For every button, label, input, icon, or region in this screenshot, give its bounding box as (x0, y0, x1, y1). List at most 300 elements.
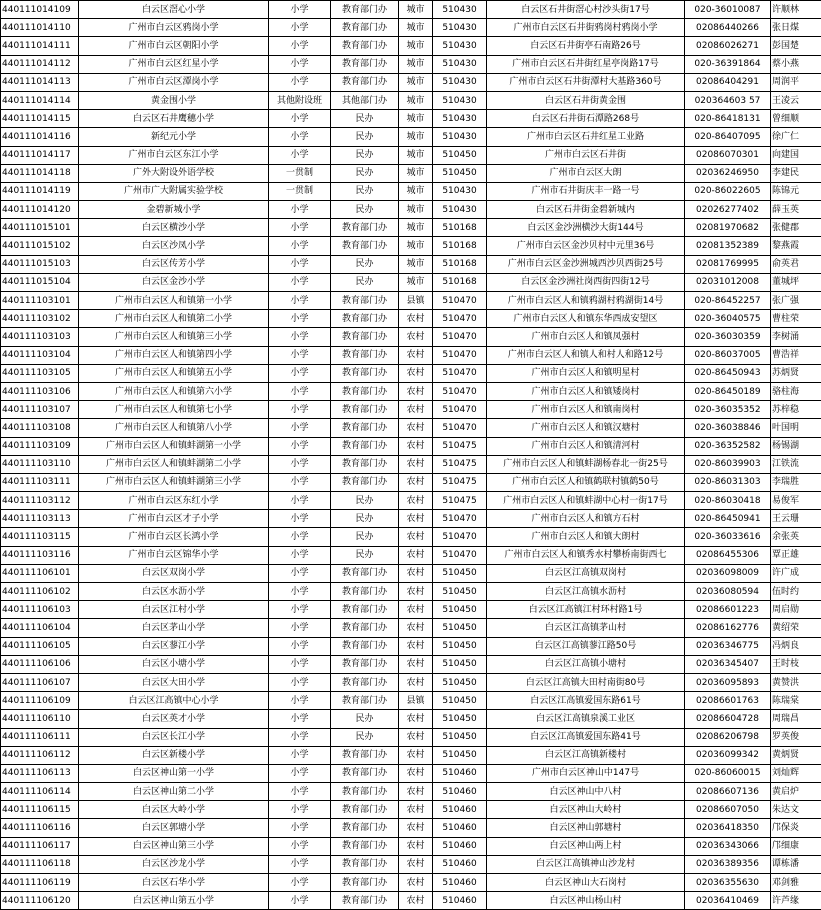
contact-cell: 张日煤 (771, 19, 821, 37)
school-code-cell: 440111103110 (1, 455, 79, 473)
postcode-cell: 510460 (433, 892, 487, 910)
school-type-cell: 小学 (269, 146, 331, 164)
organizer-cell: 教育部门办 (331, 437, 399, 455)
school-code-cell: 440111014109 (1, 1, 79, 19)
school-code-cell: 440111014112 (1, 55, 79, 73)
organizer-cell: 民办 (331, 546, 399, 564)
postcode-cell: 510460 (433, 783, 487, 801)
address-cell: 广州市白云区石井红星工业路 (487, 128, 685, 146)
table-row (1, 801, 821, 819)
table-row (1, 37, 821, 55)
phone-cell: 02086455306 (685, 546, 771, 564)
contact-cell: 王云珊 (771, 510, 821, 528)
organizer-cell: 教育部门办 (331, 637, 399, 655)
contact-cell: 罗英俊 (771, 728, 821, 746)
table-body (1, 1, 821, 910)
phone-cell: 02081352389 (685, 237, 771, 255)
table-row (1, 328, 821, 346)
organizer-cell: 民办 (331, 510, 399, 528)
table-row (1, 583, 821, 601)
area-cell: 农村 (399, 601, 433, 619)
table-row (1, 437, 821, 455)
contact-cell: 张健郡 (771, 219, 821, 237)
school-code-cell: 440111014116 (1, 128, 79, 146)
school-name-cell: 白云区沙凤小学 (79, 237, 269, 255)
school-name-cell: 白云区神山第二小学 (79, 783, 269, 801)
address-cell: 白云区江高镇蓼江路50号 (487, 637, 685, 655)
phone-cell: 020-36038846 (685, 419, 771, 437)
address-cell: 白云区神山中八村 (487, 783, 685, 801)
table-row (1, 364, 821, 382)
organizer-cell: 教育部门办 (331, 419, 399, 437)
contact-cell: 黄启炉 (771, 783, 821, 801)
contact-cell: 陈瑞棠 (771, 692, 821, 710)
phone-cell: 020-36033616 (685, 528, 771, 546)
phone-cell: 02086026271 (685, 37, 771, 55)
table-row (1, 401, 821, 419)
phone-cell: 02086601223 (685, 601, 771, 619)
address-cell: 白云区江高镇双岗村 (487, 564, 685, 582)
table-row (1, 874, 821, 892)
address-cell: 广州市白云区人和镇人和村人和路12号 (487, 346, 685, 364)
phone-cell: 02081970682 (685, 219, 771, 237)
school-type-cell: 小学 (269, 19, 331, 37)
organizer-cell: 教育部门办 (331, 455, 399, 473)
table-row (1, 673, 821, 691)
school-type-cell: 其他附设班 (269, 91, 331, 109)
school-type-cell: 小学 (269, 55, 331, 73)
school-code-cell: 440111014120 (1, 201, 79, 219)
address-cell: 白云区石井街石潭路268号 (487, 110, 685, 128)
contact-cell: 周润平 (771, 73, 821, 91)
phone-cell: 02036346775 (685, 637, 771, 655)
organizer-cell: 民办 (331, 146, 399, 164)
area-cell: 农村 (399, 874, 433, 892)
school-name-cell: 广州市白云区人和镇第二小学 (79, 310, 269, 328)
phone-cell: 02086601763 (685, 692, 771, 710)
table-row (1, 237, 821, 255)
school-code-cell: 440111103115 (1, 528, 79, 546)
school-name-cell: 白云区金沙小学 (79, 273, 269, 291)
school-name-cell: 广州市白云区鸦岗小学 (79, 19, 269, 37)
area-cell: 城市 (399, 146, 433, 164)
organizer-cell: 民办 (331, 528, 399, 546)
contact-cell: 杨锡湖 (771, 437, 821, 455)
school-name-cell: 广州市白云区锦华小学 (79, 546, 269, 564)
area-cell: 农村 (399, 401, 433, 419)
phone-cell: 02036343066 (685, 837, 771, 855)
table-row (1, 73, 821, 91)
school-name-cell: 白云区长江小学 (79, 728, 269, 746)
contact-cell: 冯炳良 (771, 637, 821, 655)
phone-cell: 02036246950 (685, 164, 771, 182)
contact-cell: 徐广仁 (771, 128, 821, 146)
school-type-cell: 小学 (269, 746, 331, 764)
school-type-cell: 小学 (269, 492, 331, 510)
postcode-cell: 510450 (433, 564, 487, 582)
phone-cell: 02036410469 (685, 892, 771, 910)
phone-cell: 02036345407 (685, 655, 771, 673)
school-code-cell: 440111103103 (1, 328, 79, 346)
postcode-cell: 510430 (433, 73, 487, 91)
school-name-cell: 广州市白云区人和镇蚌湖第三小学 (79, 473, 269, 491)
contact-cell: 曾细顺 (771, 110, 821, 128)
area-cell: 城市 (399, 164, 433, 182)
school-type-cell: 小学 (269, 783, 331, 801)
school-type-cell: 小学 (269, 255, 331, 273)
school-code-cell: 440111103111 (1, 473, 79, 491)
school-type-cell: 小学 (269, 601, 331, 619)
school-type-cell: 小学 (269, 1, 331, 19)
postcode-cell: 510470 (433, 382, 487, 400)
area-cell: 农村 (399, 528, 433, 546)
address-cell: 白云区江高镇爱国东路41号 (487, 728, 685, 746)
organizer-cell: 教育部门办 (331, 874, 399, 892)
postcode-cell: 510470 (433, 328, 487, 346)
postcode-cell: 510430 (433, 37, 487, 55)
contact-cell: 易俊军 (771, 492, 821, 510)
organizer-cell: 教育部门办 (331, 37, 399, 55)
organizer-cell: 民办 (331, 728, 399, 746)
contact-cell: 蔡小燕 (771, 55, 821, 73)
table-row (1, 146, 821, 164)
contact-cell: 朱达文 (771, 801, 821, 819)
contact-cell: 伍时约 (771, 583, 821, 601)
school-type-cell: 小学 (269, 437, 331, 455)
area-cell: 城市 (399, 91, 433, 109)
organizer-cell: 教育部门办 (331, 655, 399, 673)
school-code-cell: 440111106102 (1, 583, 79, 601)
postcode-cell: 510450 (433, 146, 487, 164)
area-cell: 农村 (399, 783, 433, 801)
area-cell: 农村 (399, 764, 433, 782)
address-cell: 广州市白云区金沙洲城西沙贝西街25号 (487, 255, 685, 273)
area-cell: 农村 (399, 346, 433, 364)
postcode-cell: 510450 (433, 655, 487, 673)
postcode-cell: 510168 (433, 255, 487, 273)
table-row (1, 564, 821, 582)
school-type-cell: 小学 (269, 892, 331, 910)
school-code-cell: 440111106118 (1, 855, 79, 873)
postcode-cell: 510470 (433, 346, 487, 364)
phone-cell: 020-86450189 (685, 382, 771, 400)
school-name-cell: 广州市白云区人和镇第八小学 (79, 419, 269, 437)
school-code-cell: 440111014111 (1, 37, 79, 55)
phone-cell: 02086206798 (685, 728, 771, 746)
postcode-cell: 510460 (433, 874, 487, 892)
postcode-cell: 510470 (433, 364, 487, 382)
organizer-cell: 教育部门办 (331, 764, 399, 782)
phone-cell: 020-36035352 (685, 401, 771, 419)
contact-cell: 黄赞洪 (771, 673, 821, 691)
area-cell: 农村 (399, 892, 433, 910)
school-code-cell: 440111103113 (1, 510, 79, 528)
organizer-cell: 教育部门办 (331, 219, 399, 237)
postcode-cell: 510450 (433, 164, 487, 182)
school-code-cell: 440111106117 (1, 837, 79, 855)
address-cell: 白云区石井街金碧新城内 (487, 201, 685, 219)
school-type-cell: 小学 (269, 382, 331, 400)
address-cell: 白云区江高镇神山沙龙村 (487, 855, 685, 873)
contact-cell: 苏梓稳 (771, 401, 821, 419)
organizer-cell: 民办 (331, 201, 399, 219)
phone-cell: 02036389356 (685, 855, 771, 873)
school-name-cell: 广州市白云区红星小学 (79, 55, 269, 73)
school-type-cell: 小学 (269, 710, 331, 728)
school-name-cell: 白云区茅山小学 (79, 619, 269, 637)
school-code-cell: 440111106114 (1, 783, 79, 801)
phone-cell: 020-86039903 (685, 455, 771, 473)
organizer-cell: 民办 (331, 273, 399, 291)
area-cell: 农村 (399, 546, 433, 564)
school-code-cell: 440111106113 (1, 764, 79, 782)
school-name-cell: 广州市白云区人和镇第五小学 (79, 364, 269, 382)
school-code-cell: 440111103106 (1, 382, 79, 400)
school-name-cell: 广州市广大附属实验学校 (79, 182, 269, 200)
school-type-cell: 小学 (269, 764, 331, 782)
table-row (1, 292, 821, 310)
contact-cell: 薛玉英 (771, 201, 821, 219)
phone-cell: 020-86030418 (685, 492, 771, 510)
address-cell: 广州市白云区人和镇明星村 (487, 364, 685, 382)
table-row (1, 783, 821, 801)
area-cell: 农村 (399, 801, 433, 819)
school-name-cell: 黄金围小学 (79, 91, 269, 109)
organizer-cell: 民办 (331, 110, 399, 128)
organizer-cell: 教育部门办 (331, 673, 399, 691)
phone-cell: 02026277402 (685, 201, 771, 219)
phone-cell: 020-86450943 (685, 364, 771, 382)
organizer-cell: 教育部门办 (331, 364, 399, 382)
school-name-cell: 广州市白云区东江小学 (79, 146, 269, 164)
address-cell: 广州市白云区石井街潭村大基路360号 (487, 73, 685, 91)
table-row (1, 855, 821, 873)
school-name-cell: 白云区江村小学 (79, 601, 269, 619)
organizer-cell: 教育部门办 (331, 310, 399, 328)
organizer-cell: 教育部门办 (331, 55, 399, 73)
postcode-cell: 510168 (433, 273, 487, 291)
school-type-cell: 小学 (269, 855, 331, 873)
phone-cell: 020-86037005 (685, 346, 771, 364)
organizer-cell: 教育部门办 (331, 292, 399, 310)
school-code-cell: 440111103116 (1, 546, 79, 564)
school-name-cell: 广州市白云区人和镇第三小学 (79, 328, 269, 346)
organizer-cell: 教育部门办 (331, 837, 399, 855)
school-name-cell: 白云区横沙小学 (79, 219, 269, 237)
organizer-cell: 民办 (331, 255, 399, 273)
contact-cell: 邝保炎 (771, 819, 821, 837)
school-name-cell: 白云区神山第一小学 (79, 764, 269, 782)
area-cell: 农村 (399, 473, 433, 491)
school-type-cell: 小学 (269, 419, 331, 437)
school-type-cell: 小学 (269, 328, 331, 346)
contact-cell: 李建民 (771, 164, 821, 182)
school-code-cell: 440111106116 (1, 819, 79, 837)
contact-cell: 邝细康 (771, 837, 821, 855)
contact-cell: 江铁流 (771, 455, 821, 473)
area-cell: 农村 (399, 564, 433, 582)
school-type-cell: 小学 (269, 837, 331, 855)
contact-cell: 黎燕霞 (771, 237, 821, 255)
area-cell: 农村 (399, 364, 433, 382)
area-cell: 城市 (399, 37, 433, 55)
area-cell: 城市 (399, 73, 433, 91)
school-name-cell: 白云区神山第五小学 (79, 892, 269, 910)
address-cell: 广州市白云区人和镇清河村 (487, 437, 685, 455)
table-row (1, 892, 821, 910)
school-code-cell: 440111103102 (1, 310, 79, 328)
school-code-cell: 440111106107 (1, 673, 79, 691)
area-cell: 农村 (399, 419, 433, 437)
school-code-cell: 440111103108 (1, 419, 79, 437)
phone-cell: 020-36010087 (685, 1, 771, 19)
school-type-cell: 小学 (269, 546, 331, 564)
school-name-cell: 白云区江高镇中心小学 (79, 692, 269, 710)
school-type-cell: 小学 (269, 310, 331, 328)
school-type-cell: 小学 (269, 128, 331, 146)
postcode-cell: 510460 (433, 819, 487, 837)
address-cell: 广州市白云区人和镇蚌湖中心村一街17号 (487, 492, 685, 510)
area-cell: 城市 (399, 201, 433, 219)
contact-cell: 邓剑雅 (771, 874, 821, 892)
contact-cell: 曹浩祥 (771, 346, 821, 364)
school-code-cell: 440111106111 (1, 728, 79, 746)
school-name-cell: 白云区郭塘小学 (79, 819, 269, 837)
school-type-cell: 小学 (269, 510, 331, 528)
school-code-cell: 440111103101 (1, 292, 79, 310)
table-row (1, 1, 821, 19)
postcode-cell: 510450 (433, 692, 487, 710)
table-row (1, 219, 821, 237)
school-name-cell: 广州市白云区人和镇蚌湖第二小学 (79, 455, 269, 473)
postcode-cell: 510450 (433, 583, 487, 601)
school-code-cell: 440111014110 (1, 19, 79, 37)
school-name-cell: 广州市白云区人和镇第一小学 (79, 292, 269, 310)
table-row (1, 310, 821, 328)
area-cell: 农村 (399, 637, 433, 655)
phone-cell: 02086607136 (685, 783, 771, 801)
table-row (1, 473, 821, 491)
school-name-cell: 白云区传芳小学 (79, 255, 269, 273)
school-type-cell: 小学 (269, 37, 331, 55)
school-type-cell: 小学 (269, 874, 331, 892)
contact-cell: 李树涌 (771, 328, 821, 346)
area-cell: 城市 (399, 110, 433, 128)
postcode-cell: 510450 (433, 619, 487, 637)
area-cell: 城市 (399, 55, 433, 73)
organizer-cell: 民办 (331, 182, 399, 200)
postcode-cell: 510430 (433, 19, 487, 37)
school-type-cell: 小学 (269, 692, 331, 710)
table-row (1, 637, 821, 655)
organizer-cell: 教育部门办 (331, 73, 399, 91)
contact-cell: 彭国楚 (771, 37, 821, 55)
address-cell: 白云区江高镇大田村南街80号 (487, 673, 685, 691)
organizer-cell: 教育部门办 (331, 746, 399, 764)
postcode-cell: 510475 (433, 455, 487, 473)
school-type-cell: 小学 (269, 237, 331, 255)
phone-cell: 020-86031303 (685, 473, 771, 491)
contact-cell: 王凌云 (771, 91, 821, 109)
school-code-cell: 440111106110 (1, 710, 79, 728)
organizer-cell: 教育部门办 (331, 801, 399, 819)
table-row (1, 746, 821, 764)
school-name-cell: 白云区双岗小学 (79, 564, 269, 582)
postcode-cell: 510430 (433, 110, 487, 128)
phone-cell: 020-86060015 (685, 764, 771, 782)
address-cell: 白云区石井街黄金围 (487, 91, 685, 109)
phone-cell: 02036099342 (685, 746, 771, 764)
school-code-cell: 440111106106 (1, 655, 79, 673)
address-cell: 广州市白云区人和镇大朗村 (487, 528, 685, 546)
table-row (1, 182, 821, 200)
table-row (1, 273, 821, 291)
organizer-cell: 其他部门办 (331, 91, 399, 109)
school-name-cell: 新纪元小学 (79, 128, 269, 146)
address-cell: 广州市白云区人和镇方石村 (487, 510, 685, 528)
phone-cell: 020-86450941 (685, 510, 771, 528)
organizer-cell: 教育部门办 (331, 1, 399, 19)
area-cell: 农村 (399, 655, 433, 673)
school-type-cell: 小学 (269, 564, 331, 582)
area-cell: 农村 (399, 492, 433, 510)
address-cell: 广州市白云区石井街红星亭岗路17号 (487, 55, 685, 73)
school-type-cell: 小学 (269, 728, 331, 746)
organizer-cell: 教育部门办 (331, 855, 399, 873)
address-cell: 广州市白云区人和镇鹤联村镇鹤50号 (487, 473, 685, 491)
table-row (1, 346, 821, 364)
postcode-cell: 510450 (433, 728, 487, 746)
phone-cell: 020-36040575 (685, 310, 771, 328)
organizer-cell: 教育部门办 (331, 564, 399, 582)
contact-cell: 谭栋潘 (771, 855, 821, 873)
postcode-cell: 510460 (433, 801, 487, 819)
area-cell: 城市 (399, 128, 433, 146)
area-cell: 县镇 (399, 292, 433, 310)
postcode-cell: 510430 (433, 201, 487, 219)
phone-cell: 02086070301 (685, 146, 771, 164)
area-cell: 农村 (399, 855, 433, 873)
table-row (1, 110, 821, 128)
contact-cell: 余张英 (771, 528, 821, 546)
contact-cell: 俞英君 (771, 255, 821, 273)
address-cell: 白云区江高镇新楼村 (487, 746, 685, 764)
table-row (1, 128, 821, 146)
school-code-cell: 440111014118 (1, 164, 79, 182)
school-name-cell: 广州市白云区朝阳小学 (79, 37, 269, 55)
area-cell: 城市 (399, 19, 433, 37)
organizer-cell: 教育部门办 (331, 692, 399, 710)
school-name-cell: 白云区大岭小学 (79, 801, 269, 819)
organizer-cell: 教育部门办 (331, 601, 399, 619)
area-cell: 农村 (399, 746, 433, 764)
address-cell: 广州市白云区人和镇凤强村 (487, 328, 685, 346)
school-type-cell: 小学 (269, 219, 331, 237)
school-code-cell: 440111106112 (1, 746, 79, 764)
area-cell: 农村 (399, 310, 433, 328)
organizer-cell: 教育部门办 (331, 328, 399, 346)
postcode-cell: 510430 (433, 128, 487, 146)
phone-cell: 020-86452257 (685, 292, 771, 310)
organizer-cell: 教育部门办 (331, 346, 399, 364)
school-name-cell: 白云区沙龙小学 (79, 855, 269, 873)
postcode-cell: 510460 (433, 855, 487, 873)
phone-cell: 02036095893 (685, 673, 771, 691)
area-cell: 农村 (399, 455, 433, 473)
school-name-cell: 白云区英才小学 (79, 710, 269, 728)
table-row (1, 492, 821, 510)
school-name-cell: 白云区新楼小学 (79, 746, 269, 764)
